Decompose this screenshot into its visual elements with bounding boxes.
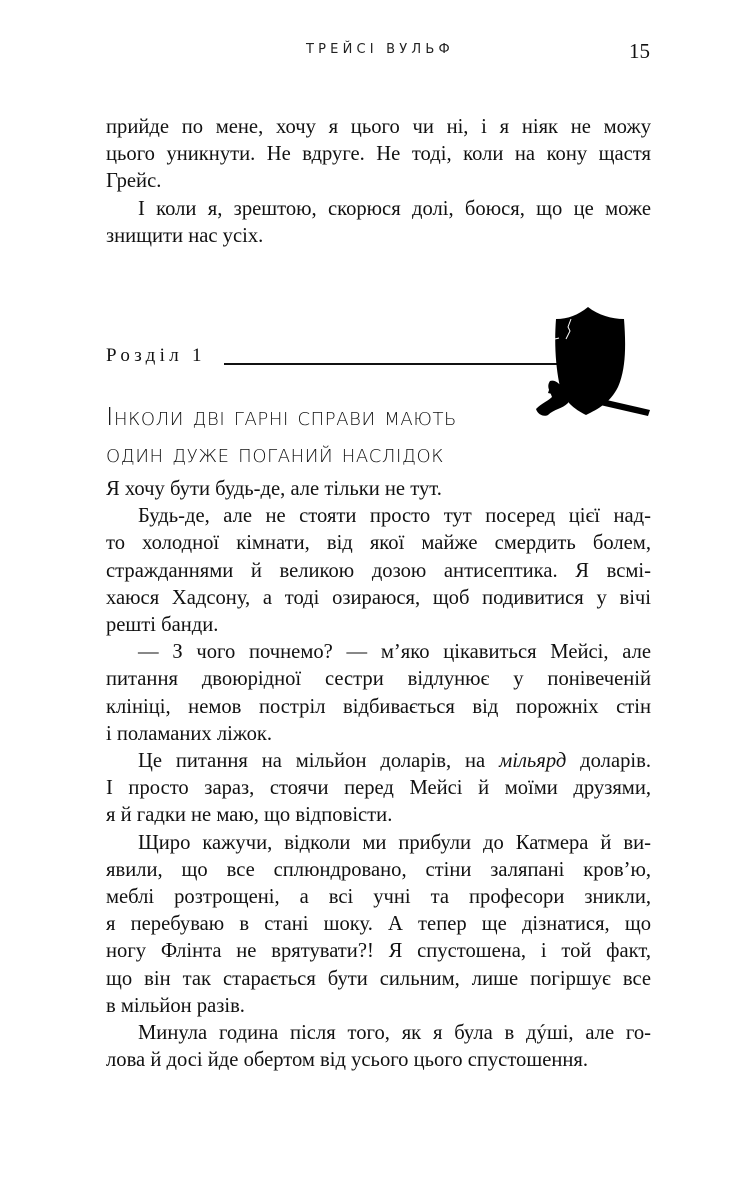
paragraph: [106, 196, 651, 250]
paragraph: [106, 476, 651, 503]
text-line: цього уникнути. Не вдруге. Не тоді, коли на кону щастя: [106, 143, 651, 166]
paragraph: [106, 748, 651, 830]
text-line: явили, що все сплюндровано, стіни заляпані кров’ю,: [106, 858, 651, 881]
paragraph: [106, 503, 651, 639]
chapter-label: Розділ 1: [106, 345, 206, 366]
chapter-title: [106, 398, 546, 472]
text-line: то холодної кімнати, від якої майже смердить болем,: [106, 532, 651, 555]
text-line: Я хочу бути будь-де, але тільки не тут.: [106, 478, 442, 500]
text-line: меблі розтрощені, а всі учні та професори зникли,: [106, 886, 651, 909]
text-line: лова й досі йде обертом від усього цього спустошення.: [106, 1049, 589, 1072]
text-line: я перебуваю в стані шоку. А тепер ще дізнатися, що: [106, 913, 651, 936]
text-line: прийде по мене, хочу я цього чи ні, і я ніяк не можу: [106, 116, 651, 138]
text-line: хаюся Хадсону, а тоді озираюся, щоб подивитися у вічі: [106, 586, 651, 609]
text-line: — З чого почнемо? — м’яко цікавиться Мейсі, але: [138, 641, 651, 664]
text-line: знищити нас усіх.: [106, 224, 264, 247]
text-line: І коли я, зрештою, скорюся долі, боюся, що це може: [138, 197, 651, 220]
text-line: питання двоюрідної сестри відлунює у понівеченій: [106, 668, 651, 691]
chapter-title-line: один дуже поганий наслідок: [106, 439, 445, 468]
text-line: в мільйон разів.: [106, 994, 245, 1017]
continuation-text: [106, 114, 651, 250]
text-line: І просто зараз, стоячи перед Мейсі й моїми друзями,: [106, 777, 651, 800]
text-line: решті банди.: [106, 614, 219, 637]
text-line: клініці, немов постріл відбивається від порожніх стін: [106, 695, 651, 718]
page-number: 15: [629, 39, 650, 63]
paragraph: [106, 1020, 651, 1074]
chapter-body-text: [106, 476, 651, 1074]
running-head-author: ТРЕЙСІ ВУЛЬФ: [306, 42, 454, 57]
paragraph: [106, 114, 651, 196]
text-line: що він так старається бути сильним, лише погіршує все: [106, 967, 651, 990]
text-run: Це питання на мільйон доларів, на: [138, 750, 500, 773]
text-line: ногу Флінта не врятувати?! Я спустошена, і той факт,: [106, 940, 651, 963]
text-line: і поламаних ліжок.: [106, 722, 273, 745]
shield-and-axe-icon: [528, 305, 658, 430]
chapter-heading: [106, 345, 566, 371]
text-line: я й гадки не маю, що відповісти.: [106, 804, 393, 827]
paragraph: [106, 830, 651, 1020]
text-line: стражданнями й великою дозою антисептика. Я всмі-: [106, 559, 651, 582]
chapter-title-line: Інколи дві гарні справи мають: [106, 402, 458, 431]
italic-emphasis: мільярд: [499, 750, 567, 773]
text-line: Минула година після того, як я була в дýші, але го-: [138, 1022, 651, 1045]
text-line: [106, 748, 651, 775]
text-line: Грейс.: [106, 170, 162, 193]
paragraph: [106, 639, 651, 748]
chapter-rule-divider: [224, 363, 560, 365]
text-line: Щиро кажучи, відколи ми прибули до Катмера й ви-: [138, 831, 651, 854]
text-run: доларів.: [566, 750, 651, 773]
text-line: Будь-де, але не стояти просто тут посеред цієї над-: [138, 505, 651, 528]
running-head: [0, 40, 756, 66]
